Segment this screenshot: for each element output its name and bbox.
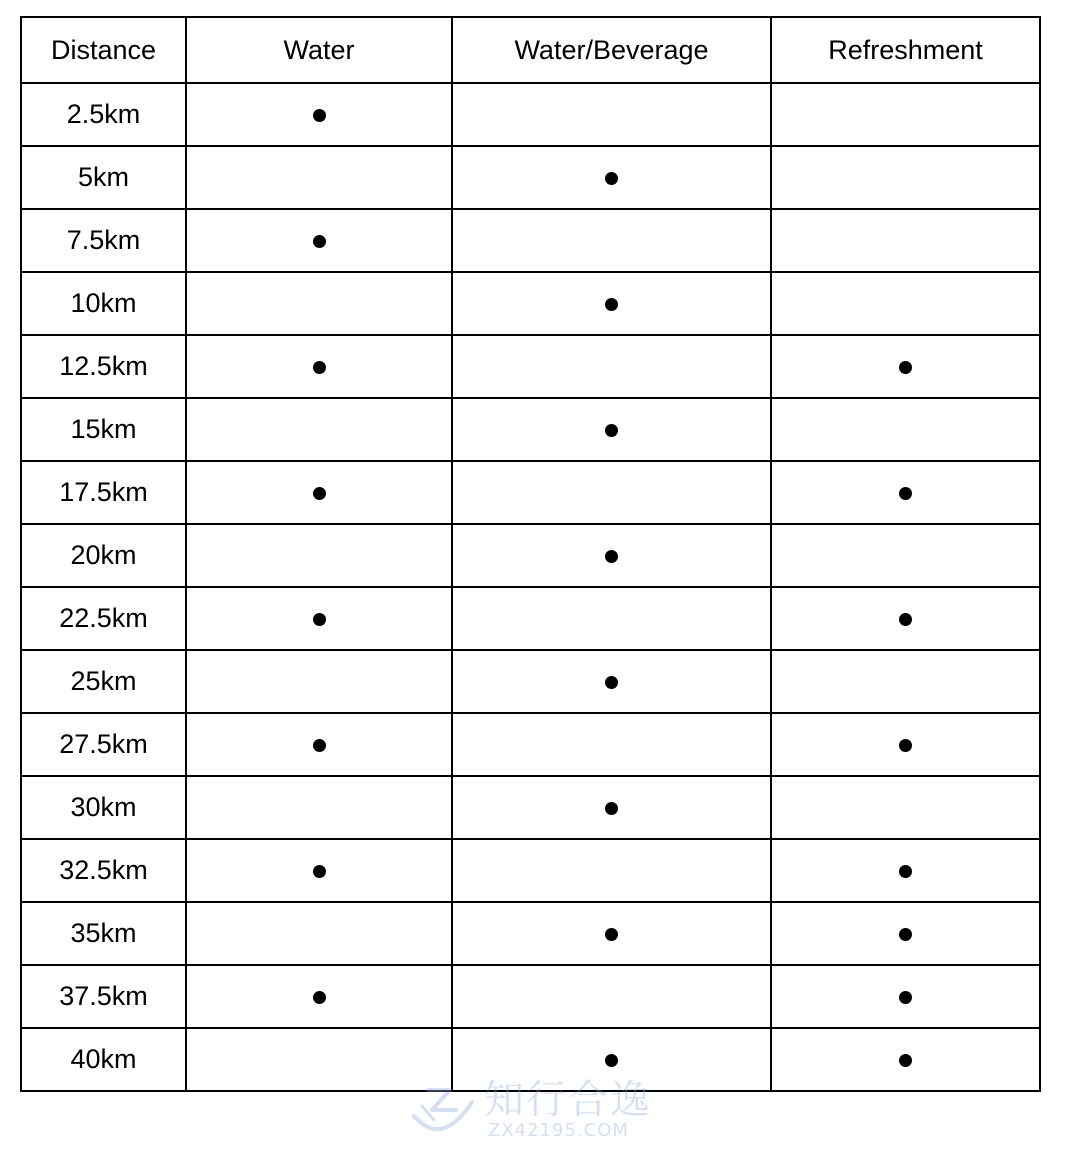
distance-cell: 40km (21, 1028, 186, 1091)
filled-circle-icon (899, 487, 912, 500)
table-row (21, 83, 1040, 146)
water-beverage-cell (452, 965, 771, 1028)
refreshment-cell (771, 839, 1040, 902)
water-cell (186, 776, 452, 839)
table-row (21, 587, 1040, 650)
distance-cell: 12.5km (21, 335, 186, 398)
filled-circle-icon (899, 1054, 912, 1067)
table-row (21, 209, 1040, 272)
watermark-text-cn: 知行合逸 (484, 1077, 652, 1123)
table-row (21, 335, 1040, 398)
water-beverage-cell (452, 650, 771, 713)
refreshment-cell (771, 650, 1040, 713)
filled-circle-icon (313, 109, 326, 122)
refreshment-cell (771, 776, 1040, 839)
refreshment-cell (771, 83, 1040, 146)
water-beverage-cell (452, 335, 771, 398)
table-row (21, 965, 1040, 1028)
water-cell (186, 83, 452, 146)
distance-cell: 5km (21, 146, 186, 209)
water-beverage-cell (452, 776, 771, 839)
table-row (21, 713, 1040, 776)
filled-circle-icon (899, 613, 912, 626)
distance-cell: 7.5km (21, 209, 186, 272)
filled-circle-icon (313, 235, 326, 248)
water-cell (186, 902, 452, 965)
filled-circle-icon (313, 739, 326, 752)
filled-circle-icon (899, 991, 912, 1004)
distance-cell: 35km (21, 902, 186, 965)
water-beverage-cell (452, 146, 771, 209)
header-row (21, 17, 1040, 83)
distance-cell: 15km (21, 398, 186, 461)
filled-circle-icon (605, 1054, 618, 1067)
filled-circle-icon (605, 172, 618, 185)
distance-cell: 37.5km (21, 965, 186, 1028)
water-cell (186, 461, 452, 524)
table-row (21, 146, 1040, 209)
water-cell (186, 272, 452, 335)
water-cell (186, 335, 452, 398)
header-water-beverage: Water/Beverage (452, 17, 771, 83)
distance-cell: 32.5km (21, 839, 186, 902)
water-beverage-cell (452, 272, 771, 335)
filled-circle-icon (605, 298, 618, 311)
watermark-text-en: ZX42195.COM (488, 1120, 629, 1141)
table-row (21, 524, 1040, 587)
filled-circle-icon (313, 361, 326, 374)
distance-cell: 2.5km (21, 83, 186, 146)
header-water: Water (186, 17, 452, 83)
table-row (21, 272, 1040, 335)
refreshment-cell (771, 335, 1040, 398)
refreshment-cell (771, 902, 1040, 965)
water-beverage-cell (452, 587, 771, 650)
filled-circle-icon (899, 928, 912, 941)
filled-circle-icon (605, 424, 618, 437)
table-row (21, 776, 1040, 839)
refreshment-cell (771, 272, 1040, 335)
filled-circle-icon (313, 991, 326, 1004)
distance-cell: 10km (21, 272, 186, 335)
table-row (21, 902, 1040, 965)
table-body (21, 83, 1040, 1091)
water-beverage-cell (452, 1028, 771, 1091)
table-row (21, 1028, 1040, 1091)
filled-circle-icon (605, 676, 618, 689)
table-row (21, 461, 1040, 524)
water-beverage-cell (452, 713, 771, 776)
filled-circle-icon (605, 550, 618, 563)
refreshment-cell (771, 461, 1040, 524)
filled-circle-icon (313, 613, 326, 626)
distance-cell: 22.5km (21, 587, 186, 650)
header-refreshment: Refreshment (771, 17, 1040, 83)
refreshment-cell (771, 209, 1040, 272)
table-row (21, 839, 1040, 902)
water-cell (186, 209, 452, 272)
water-cell (186, 1028, 452, 1091)
header-distance: Distance (21, 17, 186, 83)
water-cell (186, 587, 452, 650)
filled-circle-icon (313, 865, 326, 878)
table-row (21, 650, 1040, 713)
refreshment-cell (771, 398, 1040, 461)
water-cell (186, 839, 452, 902)
water-beverage-cell (452, 83, 771, 146)
distance-cell: 25km (21, 650, 186, 713)
filled-circle-icon (899, 739, 912, 752)
water-beverage-cell (452, 461, 771, 524)
aid-station-table (20, 16, 1041, 1092)
distance-cell: 30km (21, 776, 186, 839)
filled-circle-icon (605, 928, 618, 941)
water-cell (186, 713, 452, 776)
water-beverage-cell (452, 209, 771, 272)
filled-circle-icon (313, 487, 326, 500)
refreshment-cell (771, 713, 1040, 776)
refreshment-cell (771, 965, 1040, 1028)
water-cell (186, 524, 452, 587)
water-cell (186, 398, 452, 461)
water-beverage-cell (452, 839, 771, 902)
water-beverage-cell (452, 902, 771, 965)
water-beverage-cell (452, 398, 771, 461)
refreshment-cell (771, 146, 1040, 209)
water-beverage-cell (452, 524, 771, 587)
table-row (21, 398, 1040, 461)
filled-circle-icon (605, 802, 618, 815)
refreshment-cell (771, 524, 1040, 587)
distance-cell: 17.5km (21, 461, 186, 524)
filled-circle-icon (899, 865, 912, 878)
distance-cell: 27.5km (21, 713, 186, 776)
filled-circle-icon (899, 361, 912, 374)
refreshment-cell (771, 1028, 1040, 1091)
water-cell (186, 650, 452, 713)
refreshment-cell (771, 587, 1040, 650)
water-cell (186, 146, 452, 209)
water-cell (186, 965, 452, 1028)
distance-cell: 20km (21, 524, 186, 587)
